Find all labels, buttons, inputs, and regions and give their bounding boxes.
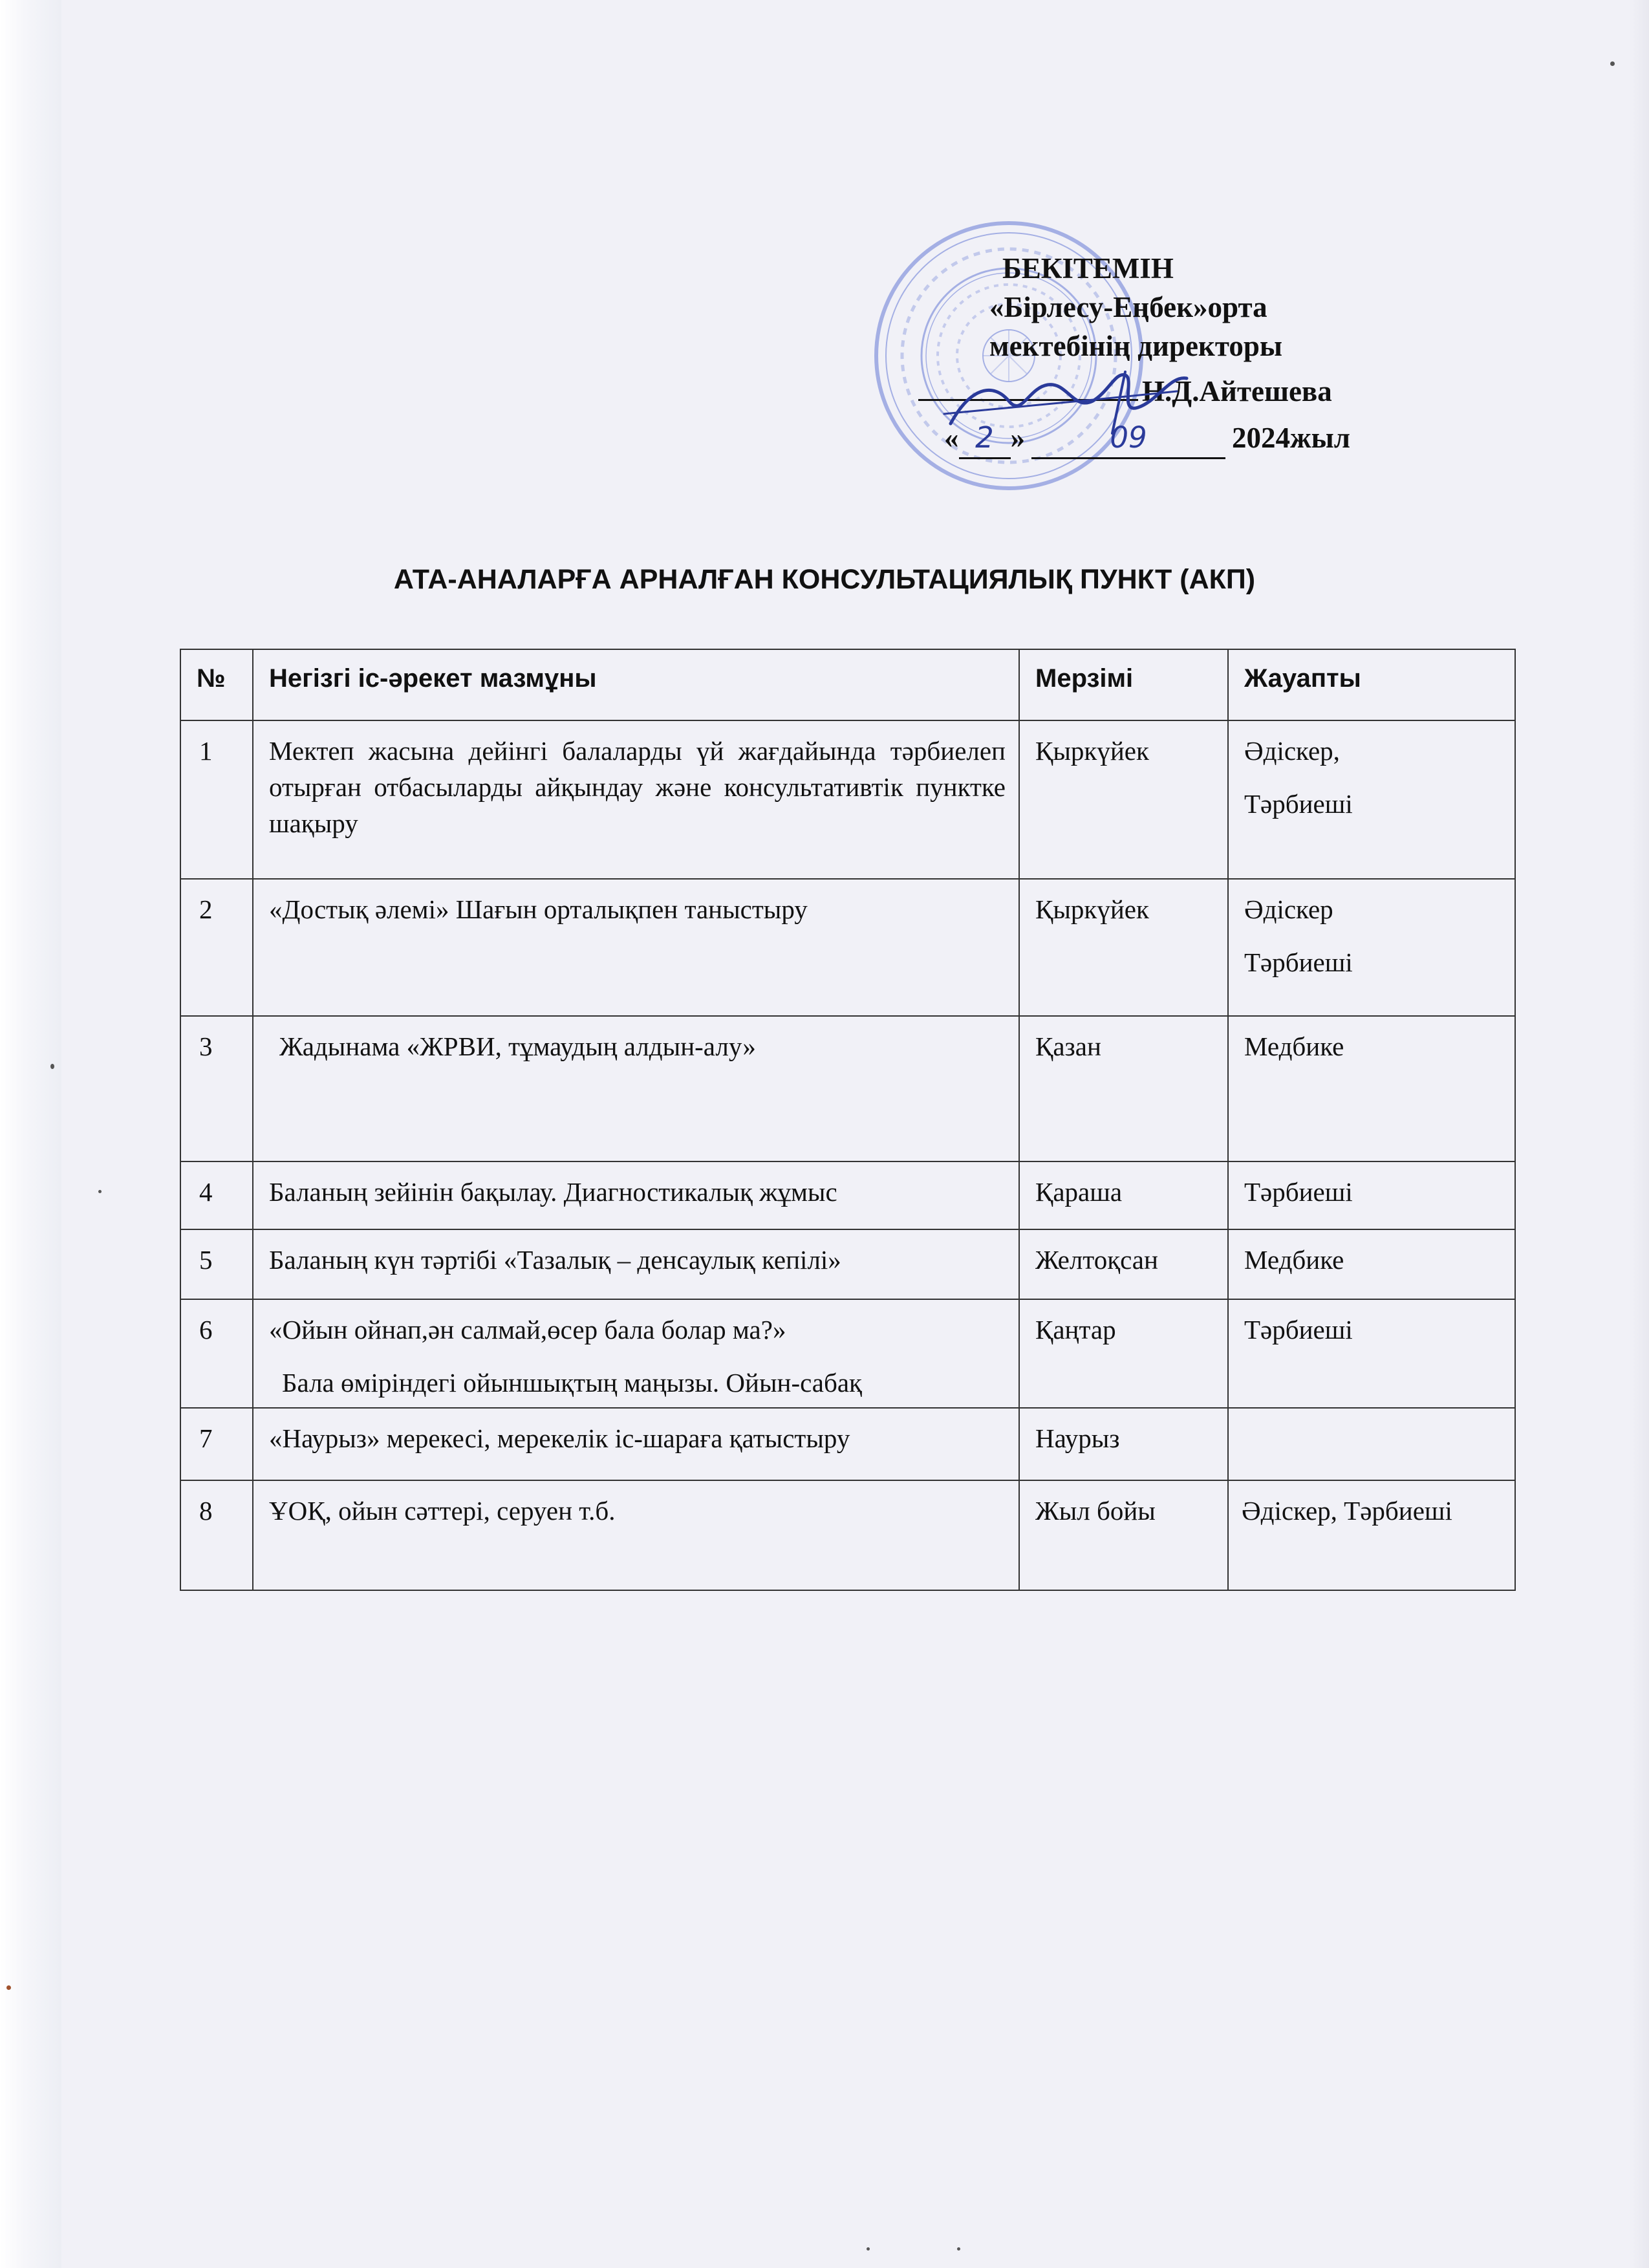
table-row	[180, 1161, 1515, 1229]
row-number: 2	[180, 879, 253, 1016]
row-number: 8	[180, 1480, 253, 1590]
table-row	[180, 1408, 1515, 1480]
activity-line: «Ойын ойнап,ән салмай,өсер бала болар ма?»	[269, 1315, 786, 1345]
table-row	[180, 1016, 1515, 1161]
activity-plan-table	[180, 649, 1516, 1591]
row-number: 5	[180, 1229, 253, 1299]
scan-speck	[50, 1064, 54, 1069]
header-number: №	[180, 649, 253, 720]
director-signature	[931, 362, 1209, 440]
approval-heading: БЕКІТЕМІН	[1002, 252, 1174, 285]
row-activity: Баланың күн тәртібі «Тазалық – денсаулық кепілі»	[253, 1229, 1019, 1299]
row-number: 4	[180, 1161, 253, 1229]
row-responsible: Медбике	[1228, 1229, 1515, 1299]
scan-speck	[867, 2247, 870, 2251]
scan-speck	[98, 1190, 102, 1193]
date-year: 2024жыл	[1232, 422, 1351, 454]
header-term: Мерзімі	[1019, 649, 1228, 720]
scan-edge-right	[1630, 0, 1649, 2268]
row-activity: ҰОҚ, ойын сәттері, серуен т.б.	[253, 1480, 1019, 1590]
row-responsible: Медбике	[1228, 1016, 1515, 1161]
date-close-quote: »	[1010, 422, 1025, 454]
row-term: Жыл бойы	[1019, 1480, 1228, 1590]
responsible-line: Әдіскер,	[1244, 736, 1340, 766]
table-row	[180, 1480, 1515, 1590]
header-responsible: Жауапты	[1228, 649, 1515, 720]
row-number: 1	[180, 720, 253, 879]
row-activity: Мектеп жасына дейінгі балаларды үй жағдайында тәрбиелеп отырған отбасыларды айқындау және консультативтік пунктке шақыру	[253, 720, 1019, 879]
row-term: Қыркүйек	[1019, 720, 1228, 879]
date-month: 09	[1031, 418, 1225, 459]
activity-line: Бала өміріндегі ойыншықтың маңызы. Ойын-сабақ	[282, 1368, 862, 1398]
scan-speck	[6, 1985, 11, 1990]
row-activity	[253, 1299, 1019, 1408]
scan-edge-left	[0, 0, 61, 2268]
row-activity: «Наурыз» мерекесі, мерекелік іс-шараға қатыстыру	[253, 1408, 1019, 1480]
row-number: 6	[180, 1299, 253, 1408]
row-activity: Баланың зейінін бақылау. Диагностикалық жұмыс	[253, 1161, 1019, 1229]
table-row	[180, 1299, 1515, 1408]
row-number: 7	[180, 1408, 253, 1480]
row-term: Желтоқсан	[1019, 1229, 1228, 1299]
header-activity: Негізгі іс-әрекет мазмұны	[253, 649, 1019, 720]
row-term: Қыркүйек	[1019, 879, 1228, 1016]
row-number: 3	[180, 1016, 253, 1161]
row-activity: «Достық әлемі» Шағын орталықпен таныстыру	[253, 879, 1019, 1016]
row-responsible	[1228, 879, 1515, 1016]
approval-position: мектебінің директоры	[989, 330, 1283, 362]
director-name: Н.Д.Айтешева	[1142, 375, 1332, 407]
scan-speck	[1610, 61, 1615, 66]
responsible-line: Тәрбиеші	[1244, 789, 1353, 819]
row-responsible	[1228, 720, 1515, 879]
date-open-quote: «	[944, 422, 959, 454]
table-row	[180, 720, 1515, 879]
row-activity: Жадынама «ЖРВИ, тұмаудың алдын-алу»	[253, 1016, 1019, 1161]
table-row	[180, 879, 1515, 1016]
responsible-line: Тәрбиеші	[1244, 947, 1353, 977]
row-responsible: Әдіскер, Тәрбиеші	[1228, 1480, 1515, 1590]
row-term: Қазан	[1019, 1016, 1228, 1161]
row-responsible: Тәрбиеші	[1228, 1161, 1515, 1229]
row-term: Наурыз	[1019, 1408, 1228, 1480]
row-term: Қараша	[1019, 1161, 1228, 1229]
row-responsible	[1228, 1408, 1515, 1480]
responsible-line: Әдіскер	[1244, 894, 1333, 924]
row-term: Қаңтар	[1019, 1299, 1228, 1408]
date-day: 2	[959, 418, 1011, 459]
row-responsible: Тәрбиеші	[1228, 1299, 1515, 1408]
table-header-row	[180, 649, 1515, 720]
document-title: АТА-АНАЛАРҒА АРНАЛҒАН КОНСУЛЬТАЦИЯЛЫҚ ПУНКТ (АКП)	[393, 564, 1256, 595]
scan-speck	[957, 2247, 960, 2251]
table-row	[180, 1229, 1515, 1299]
approval-school: «Бірлесу-Еңбек»орта	[989, 291, 1267, 323]
